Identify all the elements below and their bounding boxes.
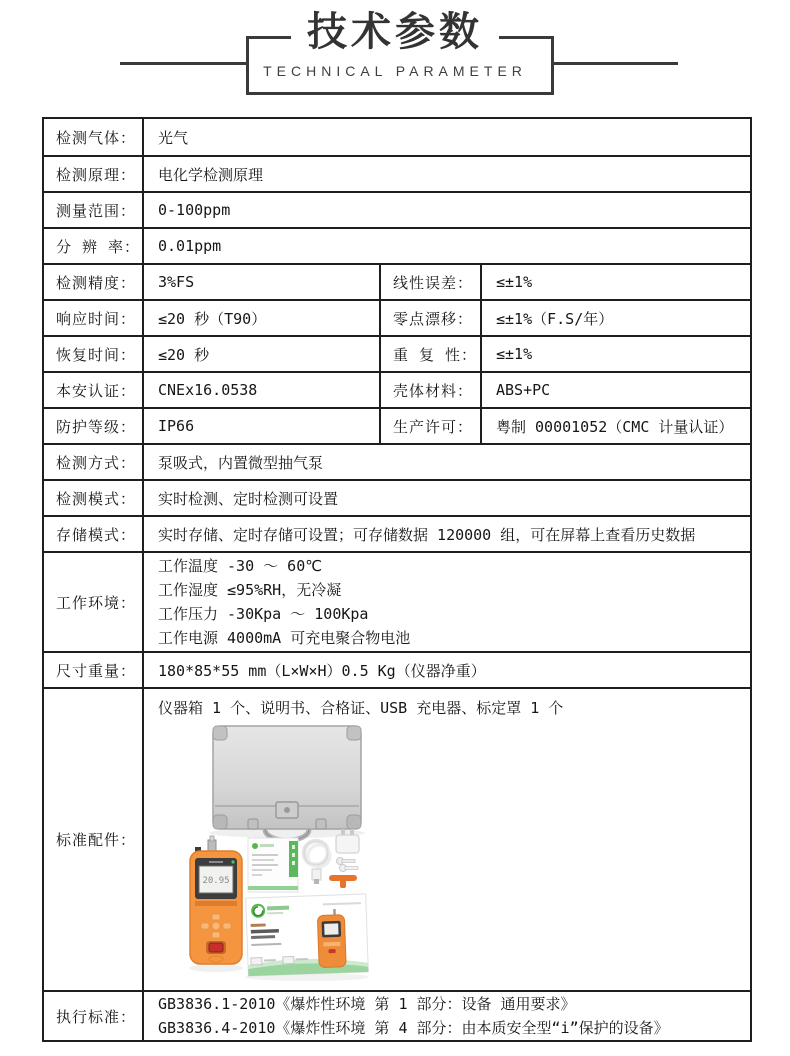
table-row-range (44, 191, 750, 227)
row-value: IP66 (142, 409, 379, 443)
manual-cover-detector-image (317, 909, 346, 968)
row-label-2: 重 复 性： (379, 337, 480, 371)
row-value: 3%FS (142, 265, 379, 299)
env-line: 工作电源 4000mA 可充电聚合物电池 (158, 629, 411, 647)
table-row-gas (44, 119, 750, 155)
row-label: 尺寸重量： (56, 661, 137, 680)
row-value-2: ≤±1% (480, 337, 750, 371)
product-kit-image (186, 720, 382, 988)
detector-shadow (189, 964, 243, 972)
env-line: 工作压力 -30Kpa ～ 100Kpa (158, 605, 369, 623)
table-row-detection-mode (44, 479, 750, 515)
row-label: 测量范围： (56, 201, 137, 220)
row-label: 检测气体： (56, 128, 137, 147)
table-row-recovery-time (44, 335, 750, 371)
gas-detector (190, 836, 242, 964)
row-value-2: ABS+PC (480, 373, 750, 407)
row-value (142, 553, 750, 651)
calibration-cap (329, 875, 357, 888)
status-led (231, 860, 234, 863)
row-label: 检测方式： (56, 453, 137, 472)
table-row-executive-standard (44, 990, 750, 1040)
table-row-sampling-method (44, 443, 750, 479)
product-photo (186, 720, 382, 990)
row-value: 180*85*55 mm（L×W×H）0.5 Kg（仪器净重） (142, 653, 750, 687)
table-row-certification (44, 371, 750, 407)
row-value: ≤20 秒 (142, 337, 379, 371)
page-subtitle: TECHNICAL PARAMETER (263, 63, 527, 79)
row-value: 0-100ppm (142, 193, 750, 227)
table-row-response-time (44, 299, 750, 335)
row-value: ≤20 秒（T90） (142, 301, 379, 335)
row-label: 防护等级： (56, 417, 137, 436)
env-line: 工作温度 -30 ～ 60℃ (158, 557, 323, 575)
row-label: 检测原理： (56, 165, 137, 184)
row-label: 分 辨 率： (56, 237, 141, 256)
row-value: 实时存储、定时存储可设置；可存储数据 120000 组，可在屏幕上查看历史数据 (142, 517, 750, 551)
parameters-table (42, 117, 752, 1042)
row-label: 存储模式： (56, 525, 137, 544)
row-label-2: 壳体材料： (379, 373, 480, 407)
table-row-size-weight (44, 651, 750, 687)
row-label: 执行标准： (56, 1007, 137, 1026)
table-row-storage-mode (44, 515, 750, 551)
aluminum-case (213, 726, 361, 840)
row-value (142, 689, 750, 990)
certificate-card (248, 838, 298, 892)
user-manual (246, 894, 369, 976)
table-row-accuracy (44, 263, 750, 299)
table-row-protection-class (44, 407, 750, 443)
row-value: 泵吸式，内置微型抽气泵 (142, 445, 750, 479)
row-value-2: ≤±1% (480, 265, 750, 299)
row-label-2: 零点漂移： (379, 301, 480, 335)
usb-cable (304, 841, 330, 884)
env-line: 工作湿度 ≤95%RH，无冷凝 (158, 581, 342, 599)
standard-line: GB3836.1-2010《爆炸性环境 第 1 部分：设备 通用要求》 (158, 995, 576, 1013)
table-row-resolution (44, 227, 750, 263)
row-label: 检测模式： (56, 489, 137, 508)
row-value-2: ≤±1%（F.S/年） (480, 301, 750, 335)
row-label-2: 线性误差： (379, 265, 480, 299)
page-title: 技术参数 (291, 10, 499, 54)
table-row-working-environment (44, 551, 750, 651)
standard-line: GB3836.4-2010《爆炸性环境 第 4 部分：由本质安全型“i”保护的设备》 (158, 1019, 669, 1037)
row-value: 电化学检测原理 (142, 157, 750, 191)
row-label: 恢复时间： (56, 345, 137, 364)
row-label-2: 生产许可： (379, 409, 480, 443)
detector-screen-reading: 20.95 (202, 876, 230, 886)
table-row-standard-accessories (44, 687, 750, 990)
row-value-2: 粤制 00001052（CMC 计量认证） (480, 409, 750, 443)
row-value (142, 992, 750, 1040)
row-value: 实时检测、定时检测可设置 (142, 481, 750, 515)
row-label: 标准配件： (56, 831, 137, 849)
keys (337, 858, 359, 872)
power-button (209, 943, 223, 952)
row-label: 本安认证： (56, 381, 137, 400)
header (0, 0, 790, 117)
accessories-text: 仪器箱 1 个、说明书、合格证、USB 充电器、标定罩 1 个 (158, 699, 564, 717)
row-label: 响应时间： (56, 309, 137, 328)
row-label: 检测精度： (56, 273, 137, 292)
row-value: 光气 (142, 119, 750, 155)
row-label: 工作环境： (56, 593, 137, 612)
table-row-principle (44, 155, 750, 191)
row-value: CNEx16.0538 (142, 373, 379, 407)
row-value: 0.01ppm (142, 229, 750, 263)
